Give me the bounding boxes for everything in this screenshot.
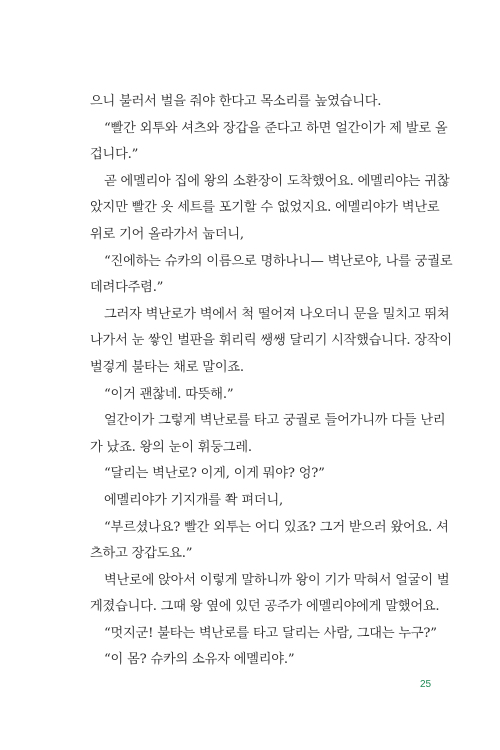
text-line: “멋지군! 불타는 벽난로를 타고 달리는 사람, 그대는 누구?”: [104, 625, 437, 641]
text-line: 겁니다.”: [90, 147, 139, 163]
text-line: 에멜리야가 기지개를 쫙 펴더니,: [104, 492, 283, 508]
text-line: 가 났죠. 왕의 눈이 휘둥그레.: [90, 439, 252, 455]
text-line: 츠하고 장갑도요.”: [90, 546, 193, 562]
text-line: 데려다주렴.”: [90, 280, 164, 296]
text-line: 게졌습니다. 그때 왕 옆에 있던 공주가 에멜리야에게 말했어요.: [90, 599, 440, 615]
text-line: 으니 불러서 벌을 줘야 한다고 목소리를 높였습니다.: [90, 94, 382, 109]
text-line: “진에하는 슈카의 이름으로 명하나니— 벽난로야, 나를 궁궐로: [104, 253, 453, 269]
text-line: 얼간이가 그렇게 벽난로를 타고 궁궐로 들어가니까 다들 난리: [104, 413, 446, 429]
text-line: 위로 기어 올라가서 눕더니,: [90, 226, 244, 242]
text-line: 벽난로에 앉아서 이렇게 말하니까 왕이 기가 막혀서 얼굴이 벌: [104, 572, 450, 588]
body-text: [90, 89, 453, 674]
text-line: “이거 괜찮네. 따뜻해.”: [104, 386, 234, 402]
text-line: “빨간 외투와 셔츠와 장갑을 준다고 하면 얼간이가 제 발로 올: [104, 120, 448, 136]
text-line: 았지만 빨간 옷 세트를 포기할 수 없었지요. 에멜리야가 벽난로: [90, 200, 440, 216]
text-line: “달리는 벽난로? 이게, 이게 뭐야? 엉?”: [104, 466, 325, 482]
text-line: “이 몸? 슈카의 소유자 에멜리야.”: [104, 652, 295, 668]
text-line: 벌겋게 불타는 채로 말이죠.: [90, 359, 244, 375]
page-number: 25: [420, 679, 432, 690]
text-line: 곧 에멜리아 집에 왕의 소환장이 도착했어요. 에멜리야는 귀찮: [104, 173, 450, 189]
text-line: 나가서 눈 쌓인 벌판을 휘리릭 쌩쌩 달리기 시작했습니다. 장작이: [90, 333, 452, 349]
text-line: 그러자 벽난로가 벽에서 척 떨어져 나오더니 문을 밀치고 뛰쳐: [104, 306, 450, 322]
text-line: “부르셨나요? 빨간 외투는 어디 있죠? 그거 받으러 왔어요. 셔: [104, 519, 449, 535]
